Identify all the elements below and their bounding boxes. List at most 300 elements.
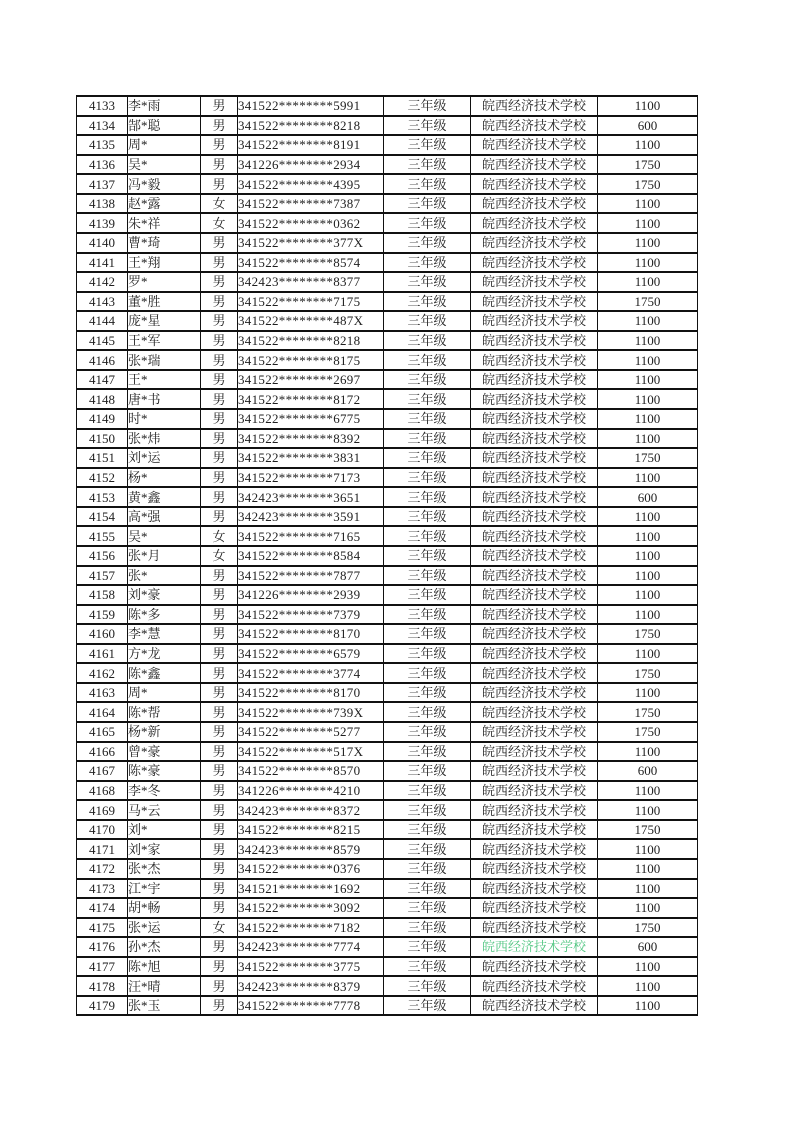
cell-seq: 4179 (77, 996, 128, 1016)
cell-name: 朱*祥 (128, 213, 201, 233)
cell-seq: 4165 (77, 722, 128, 742)
cell-school: 皖西经济技术学校 (471, 116, 598, 136)
cell-grade: 三年级 (384, 976, 471, 996)
cell-name: 汪*晴 (128, 976, 201, 996)
cell-grade: 三年级 (384, 859, 471, 879)
cell-amount: 1750 (598, 155, 698, 175)
cell-amount: 1750 (598, 918, 698, 938)
cell-seq: 4155 (77, 526, 128, 546)
cell-name: 陈*旭 (128, 957, 201, 977)
cell-grade: 三年级 (384, 663, 471, 683)
cell-grade: 三年级 (384, 957, 471, 977)
cell-seq: 4161 (77, 644, 128, 664)
table-row (77, 350, 698, 370)
cell-seq: 4144 (77, 311, 128, 331)
cell-seq: 4142 (77, 272, 128, 292)
cell-seq: 4164 (77, 702, 128, 722)
cell-name: 刘*运 (128, 448, 201, 468)
table-row (77, 272, 698, 292)
cell-amount: 1100 (598, 389, 698, 409)
cell-school: 皖西经济技术学校 (471, 292, 598, 312)
table-row (77, 683, 698, 703)
cell-amount: 1100 (598, 996, 698, 1016)
cell-id-number: 341522********5991 (238, 96, 384, 116)
cell-seq: 4158 (77, 585, 128, 605)
cell-id-number: 341226********2939 (238, 585, 384, 605)
table-row (77, 194, 698, 214)
table-row (77, 546, 698, 566)
cell-name: 江*宇 (128, 879, 201, 899)
cell-school: 皖西经济技术学校 (471, 761, 598, 781)
cell-amount: 1100 (598, 253, 698, 273)
cell-seq: 4140 (77, 233, 128, 253)
cell-id-number: 341522********377X (238, 233, 384, 253)
cell-amount: 1100 (598, 957, 698, 977)
cell-gender: 男 (201, 839, 238, 859)
table-row (77, 253, 698, 273)
table-row (77, 839, 698, 859)
cell-seq: 4163 (77, 683, 128, 703)
cell-id-number: 341522********6775 (238, 409, 384, 429)
cell-id-number: 341522********3774 (238, 663, 384, 683)
student-roster-table (76, 95, 698, 1016)
cell-id-number: 341522********6579 (238, 644, 384, 664)
cell-gender: 男 (201, 409, 238, 429)
cell-amount: 1100 (598, 311, 698, 331)
cell-amount: 600 (598, 761, 698, 781)
cell-school: 皖西经济技术学校 (471, 663, 598, 683)
cell-name: 刘*豪 (128, 585, 201, 605)
table-row (77, 976, 698, 996)
cell-gender: 男 (201, 331, 238, 351)
cell-gender: 男 (201, 683, 238, 703)
cell-school: 皖西经济技术学校 (471, 976, 598, 996)
cell-grade: 三年级 (384, 448, 471, 468)
cell-seq: 4170 (77, 820, 128, 840)
cell-amount: 1750 (598, 174, 698, 194)
cell-id-number: 341521********1692 (238, 879, 384, 899)
cell-gender: 男 (201, 937, 238, 957)
cell-name: 冯*毅 (128, 174, 201, 194)
table-row (77, 781, 698, 801)
cell-school: 皖西经济技术学校 (471, 331, 598, 351)
cell-amount: 1100 (598, 331, 698, 351)
cell-name: 唐*书 (128, 389, 201, 409)
cell-gender: 男 (201, 272, 238, 292)
cell-grade: 三年级 (384, 174, 471, 194)
cell-grade: 三年级 (384, 839, 471, 859)
cell-id-number: 341522********7387 (238, 194, 384, 214)
cell-name: 张*瑞 (128, 350, 201, 370)
cell-id-number: 341522********487X (238, 311, 384, 331)
cell-grade: 三年级 (384, 409, 471, 429)
cell-grade: 三年级 (384, 292, 471, 312)
cell-id-number: 341522********0362 (238, 213, 384, 233)
cell-school: 皖西经济技术学校 (471, 370, 598, 390)
cell-amount: 1750 (598, 820, 698, 840)
cell-seq: 4178 (77, 976, 128, 996)
cell-id-number: 341522********7877 (238, 566, 384, 586)
cell-amount: 1100 (598, 272, 698, 292)
cell-id-number: 341522********8191 (238, 135, 384, 155)
cell-id-number: 341522********7175 (238, 292, 384, 312)
cell-name: 周* (128, 135, 201, 155)
cell-gender: 男 (201, 800, 238, 820)
cell-school: 皖西经济技术学校 (471, 155, 598, 175)
cell-gender: 男 (201, 507, 238, 527)
cell-id-number: 341522********517X (238, 742, 384, 762)
cell-id-number: 341522********7165 (238, 526, 384, 546)
cell-gender: 男 (201, 605, 238, 625)
cell-grade: 三年级 (384, 116, 471, 136)
cell-grade: 三年级 (384, 781, 471, 801)
cell-id-number: 341522********8218 (238, 116, 384, 136)
table-row (77, 448, 698, 468)
cell-name: 胡*畅 (128, 898, 201, 918)
cell-gender: 男 (201, 116, 238, 136)
cell-amount: 1100 (598, 742, 698, 762)
cell-grade: 三年级 (384, 722, 471, 742)
table-row (77, 292, 698, 312)
cell-gender: 男 (201, 253, 238, 273)
cell-seq: 4138 (77, 194, 128, 214)
cell-school: 皖西经济技术学校 (471, 409, 598, 429)
cell-school: 皖西经济技术学校 (471, 996, 598, 1016)
cell-seq: 4148 (77, 389, 128, 409)
cell-id-number: 341522********8392 (238, 429, 384, 449)
cell-amount: 1100 (598, 409, 698, 429)
cell-grade: 三年级 (384, 898, 471, 918)
cell-school: 皖西经济技术学校 (471, 624, 598, 644)
cell-amount: 1100 (598, 605, 698, 625)
cell-id-number: 341522********8170 (238, 624, 384, 644)
cell-seq: 4159 (77, 605, 128, 625)
cell-amount: 600 (598, 116, 698, 136)
table-row (77, 898, 698, 918)
cell-id-number: 341522********7778 (238, 996, 384, 1016)
cell-gender: 男 (201, 135, 238, 155)
cell-id-number: 341522********3775 (238, 957, 384, 977)
cell-amount: 1100 (598, 526, 698, 546)
cell-school: 皖西经济技术学校 (471, 566, 598, 586)
cell-amount: 1100 (598, 350, 698, 370)
cell-name: 黄*鑫 (128, 487, 201, 507)
table-row (77, 605, 698, 625)
cell-school: 皖西经济技术学校 (471, 859, 598, 879)
cell-grade: 三年级 (384, 468, 471, 488)
table-row (77, 468, 698, 488)
cell-grade: 三年级 (384, 311, 471, 331)
cell-gender: 男 (201, 233, 238, 253)
cell-grade: 三年级 (384, 194, 471, 214)
cell-amount: 1100 (598, 194, 698, 214)
cell-gender: 男 (201, 702, 238, 722)
cell-name: 曹*琦 (128, 233, 201, 253)
cell-seq: 4166 (77, 742, 128, 762)
cell-seq: 4172 (77, 859, 128, 879)
cell-grade: 三年级 (384, 213, 471, 233)
cell-amount: 1100 (598, 585, 698, 605)
cell-school: 皖西经济技术学校 (471, 311, 598, 331)
cell-gender: 男 (201, 644, 238, 664)
cell-name: 王*翔 (128, 253, 201, 273)
table-row (77, 409, 698, 429)
cell-name: 方*龙 (128, 644, 201, 664)
cell-id-number: 342423********7774 (238, 937, 384, 957)
cell-gender: 男 (201, 311, 238, 331)
cell-grade: 三年级 (384, 820, 471, 840)
cell-id-number: 341522********7379 (238, 605, 384, 625)
cell-gender: 男 (201, 957, 238, 977)
cell-id-number: 342423********8372 (238, 800, 384, 820)
cell-name: 陈*多 (128, 605, 201, 625)
cell-grade: 三年级 (384, 253, 471, 273)
cell-seq: 4175 (77, 918, 128, 938)
cell-name: 张*炜 (128, 429, 201, 449)
cell-school: 皖西经济技术学校 (471, 350, 598, 370)
cell-school: 皖西经济技术学校 (471, 644, 598, 664)
cell-id-number: 342423********8579 (238, 839, 384, 859)
cell-seq: 4177 (77, 957, 128, 977)
cell-gender: 男 (201, 174, 238, 194)
cell-grade: 三年级 (384, 546, 471, 566)
cell-school: 皖西经济技术学校 (471, 898, 598, 918)
cell-gender: 男 (201, 898, 238, 918)
cell-school: 皖西经济技术学校 (471, 272, 598, 292)
cell-grade: 三年级 (384, 135, 471, 155)
cell-school: 皖西经济技术学校 (471, 683, 598, 703)
cell-gender: 男 (201, 370, 238, 390)
table-row (77, 331, 698, 351)
table-row (77, 507, 698, 527)
cell-name: 吴* (128, 526, 201, 546)
cell-name: 张*杰 (128, 859, 201, 879)
table-row (77, 233, 698, 253)
cell-seq: 4141 (77, 253, 128, 273)
cell-seq: 4154 (77, 507, 128, 527)
cell-gender: 男 (201, 389, 238, 409)
cell-name: 陈*豪 (128, 761, 201, 781)
cell-seq: 4135 (77, 135, 128, 155)
cell-grade: 三年级 (384, 624, 471, 644)
cell-school: 皖西经济技术学校 (471, 820, 598, 840)
cell-amount: 1750 (598, 624, 698, 644)
cell-grade: 三年级 (384, 487, 471, 507)
cell-gender: 男 (201, 350, 238, 370)
roster-body (77, 96, 698, 1015)
cell-grade: 三年级 (384, 331, 471, 351)
cell-school: 皖西经济技术学校 (471, 918, 598, 938)
table-row (77, 644, 698, 664)
cell-grade: 三年级 (384, 742, 471, 762)
cell-grade: 三年级 (384, 702, 471, 722)
cell-seq: 4137 (77, 174, 128, 194)
cell-amount: 1100 (598, 429, 698, 449)
cell-amount: 1100 (598, 96, 698, 116)
cell-grade: 三年级 (384, 566, 471, 586)
cell-seq: 4133 (77, 96, 128, 116)
cell-school: 皖西经济技术学校 (471, 213, 598, 233)
cell-name: 刘* (128, 820, 201, 840)
table-row (77, 624, 698, 644)
cell-gender: 男 (201, 820, 238, 840)
cell-id-number: 341226********4210 (238, 781, 384, 801)
cell-gender: 男 (201, 468, 238, 488)
cell-gender: 女 (201, 194, 238, 214)
cell-id-number: 341522********8574 (238, 253, 384, 273)
cell-gender: 男 (201, 976, 238, 996)
cell-name: 王*军 (128, 331, 201, 351)
cell-seq: 4136 (77, 155, 128, 175)
cell-amount: 1750 (598, 663, 698, 683)
cell-seq: 4160 (77, 624, 128, 644)
cell-id-number: 341522********8218 (238, 331, 384, 351)
cell-school: 皖西经济技术学校 (471, 702, 598, 722)
cell-gender: 男 (201, 585, 238, 605)
cell-gender: 男 (201, 996, 238, 1016)
cell-amount: 1100 (598, 976, 698, 996)
cell-grade: 三年级 (384, 996, 471, 1016)
cell-amount: 1100 (598, 879, 698, 899)
cell-grade: 三年级 (384, 272, 471, 292)
cell-id-number: 341522********7182 (238, 918, 384, 938)
cell-grade: 三年级 (384, 644, 471, 664)
cell-name: 孙*杰 (128, 937, 201, 957)
cell-seq: 4150 (77, 429, 128, 449)
cell-gender: 女 (201, 526, 238, 546)
cell-name: 李*冬 (128, 781, 201, 801)
cell-amount: 1100 (598, 683, 698, 703)
cell-amount: 1100 (598, 546, 698, 566)
table-row (77, 566, 698, 586)
cell-school: 皖西经济技术学校 (471, 722, 598, 742)
table-row (77, 135, 698, 155)
cell-id-number: 341522********3092 (238, 898, 384, 918)
cell-seq: 4167 (77, 761, 128, 781)
cell-school: 皖西经济技术学校 (471, 937, 598, 957)
table-row (77, 487, 698, 507)
cell-gender: 男 (201, 155, 238, 175)
cell-grade: 三年级 (384, 370, 471, 390)
cell-amount: 1100 (598, 898, 698, 918)
table-row (77, 116, 698, 136)
table-row (77, 526, 698, 546)
cell-id-number: 342423********3591 (238, 507, 384, 527)
table-row (77, 879, 698, 899)
cell-amount: 1750 (598, 448, 698, 468)
cell-id-number: 341522********8584 (238, 546, 384, 566)
cell-seq: 4168 (77, 781, 128, 801)
cell-amount: 1100 (598, 781, 698, 801)
cell-grade: 三年级 (384, 879, 471, 899)
cell-name: 杨* (128, 468, 201, 488)
table-row (77, 859, 698, 879)
cell-name: 周* (128, 683, 201, 703)
cell-school: 皖西经济技术学校 (471, 585, 598, 605)
cell-amount: 600 (598, 937, 698, 957)
cell-gender: 女 (201, 213, 238, 233)
cell-grade: 三年级 (384, 526, 471, 546)
cell-name: 张*月 (128, 546, 201, 566)
table-row (77, 155, 698, 175)
cell-amount: 1100 (598, 233, 698, 253)
cell-amount: 1100 (598, 135, 698, 155)
cell-id-number: 341226********2934 (238, 155, 384, 175)
cell-school: 皖西经济技术学校 (471, 605, 598, 625)
cell-id-number: 341522********8175 (238, 350, 384, 370)
cell-name: 时* (128, 409, 201, 429)
cell-school: 皖西经济技术学校 (471, 800, 598, 820)
table-row (77, 389, 698, 409)
cell-grade: 三年级 (384, 389, 471, 409)
cell-name: 杨*新 (128, 722, 201, 742)
cell-seq: 4134 (77, 116, 128, 136)
cell-school: 皖西经济技术学校 (471, 781, 598, 801)
cell-seq: 4157 (77, 566, 128, 586)
cell-id-number: 341522********3831 (238, 448, 384, 468)
cell-school: 皖西经济技术学校 (471, 546, 598, 566)
cell-amount: 1100 (598, 370, 698, 390)
cell-name: 曾*豪 (128, 742, 201, 762)
cell-school: 皖西经济技术学校 (471, 429, 598, 449)
cell-amount: 1100 (598, 859, 698, 879)
cell-amount: 1750 (598, 292, 698, 312)
cell-id-number: 341522********739X (238, 702, 384, 722)
cell-school: 皖西经济技术学校 (471, 194, 598, 214)
cell-grade: 三年级 (384, 507, 471, 527)
cell-id-number: 341522********2697 (238, 370, 384, 390)
cell-school: 皖西经济技术学校 (471, 174, 598, 194)
cell-gender: 男 (201, 761, 238, 781)
table-row (77, 663, 698, 683)
cell-grade: 三年级 (384, 429, 471, 449)
cell-seq: 4156 (77, 546, 128, 566)
cell-school: 皖西经济技术学校 (471, 507, 598, 527)
cell-gender: 男 (201, 292, 238, 312)
cell-school: 皖西经济技术学校 (471, 742, 598, 762)
cell-amount: 1750 (598, 702, 698, 722)
cell-seq: 4146 (77, 350, 128, 370)
cell-id-number: 342423********8377 (238, 272, 384, 292)
cell-grade: 三年级 (384, 683, 471, 703)
cell-id-number: 341522********4395 (238, 174, 384, 194)
table-row (77, 918, 698, 938)
cell-seq: 4153 (77, 487, 128, 507)
cell-id-number: 341522********7173 (238, 468, 384, 488)
cell-name: 刘*家 (128, 839, 201, 859)
cell-amount: 1100 (598, 839, 698, 859)
cell-amount: 1100 (598, 566, 698, 586)
table-row (77, 742, 698, 762)
cell-grade: 三年级 (384, 800, 471, 820)
cell-school: 皖西经济技术学校 (471, 253, 598, 273)
cell-name: 赵*露 (128, 194, 201, 214)
cell-amount: 1100 (598, 468, 698, 488)
cell-name: 吴* (128, 155, 201, 175)
cell-id-number: 341522********8570 (238, 761, 384, 781)
cell-seq: 4151 (77, 448, 128, 468)
cell-seq: 4143 (77, 292, 128, 312)
cell-gender: 男 (201, 663, 238, 683)
cell-school: 皖西经济技术学校 (471, 879, 598, 899)
table-row (77, 800, 698, 820)
cell-grade: 三年级 (384, 605, 471, 625)
cell-grade: 三年级 (384, 585, 471, 605)
cell-amount: 1100 (598, 644, 698, 664)
cell-school: 皖西经济技术学校 (471, 526, 598, 546)
table-row (77, 585, 698, 605)
cell-gender: 男 (201, 859, 238, 879)
